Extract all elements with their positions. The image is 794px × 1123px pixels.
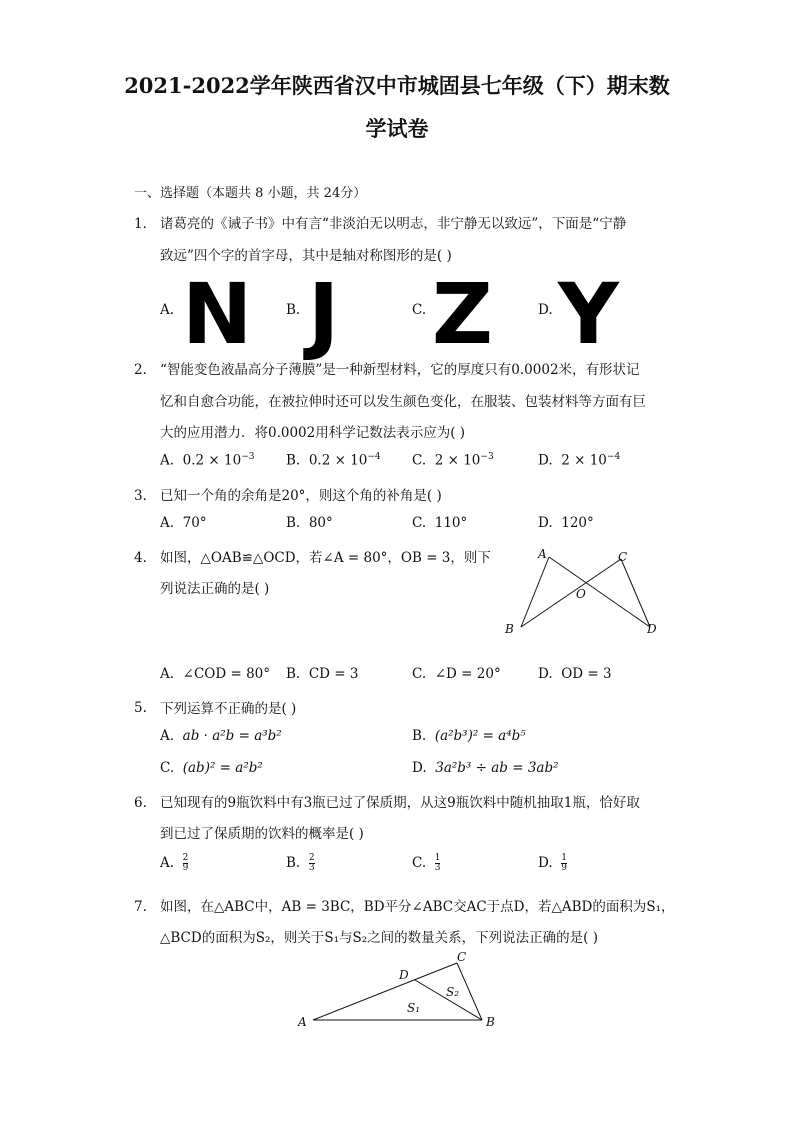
q3-option-a (160, 515, 207, 531)
q1-option-c-label: C. (412, 302, 427, 318)
q2-option-b (286, 452, 381, 469)
q1-number: 1. (134, 216, 147, 232)
q5-line1: 下列运算不正确的是( ) (160, 701, 297, 717)
q1-option-b-label: B. (286, 302, 301, 318)
q1-option-c-letter: Z (432, 265, 493, 363)
q2-option-c-label: C. (412, 452, 427, 469)
q3-option-a-text: 70° (182, 515, 207, 531)
q4-segment-ab (521, 557, 549, 627)
q6-option-d-fraction (561, 854, 567, 873)
q1-option-a-label: A. (160, 302, 175, 318)
q3-option-c-label: C. (412, 515, 427, 531)
q4-line1: 如图，△OAB≌△OCD，若∠A = 80°，OB = 3，则下 (160, 550, 491, 566)
q6-option-a-fraction (183, 854, 189, 873)
q3-option-d-label: D. (538, 515, 553, 531)
q5-option-b (412, 728, 526, 744)
q6-line1: 已知现有的9瓶饮料中有3瓶已过了保质期，从这9瓶饮料中随机抽取1瓶，恰好取 (160, 795, 640, 811)
q6-option-d-numerator: 1 (561, 853, 567, 863)
q7-segment-cb (457, 963, 482, 1020)
q4-option-d-text: OD = 3 (561, 666, 612, 682)
q2-number: 2. (134, 362, 147, 378)
q6-option-b-label: B. (286, 855, 301, 871)
q5-option-a-label: A. (160, 728, 175, 744)
q1-line1: 诸葛亮的《诫子书》中有言“非淡泊无以明志，非宁静无以致远”，下面是“宁静 (160, 216, 627, 232)
q6-number: 6. (134, 795, 147, 811)
q1-option-a-letter: N (182, 265, 253, 363)
q2-option-a-exp: −3 (241, 452, 255, 462)
q5-option-c-text: (ab)² = a²b² (182, 760, 263, 776)
q6-option-c-fraction (435, 854, 441, 873)
q4-figure (500, 545, 670, 640)
q3-option-b (286, 515, 333, 531)
q2-option-d-exp: −4 (606, 452, 621, 462)
q4-point-o-label: O (576, 587, 586, 601)
q2-option-d-label: D. (538, 452, 553, 469)
q7-number: 7. (134, 899, 147, 915)
q5-option-d-text: 3a²b³ ÷ ab = 3ab² (435, 760, 559, 776)
q2-option-c-exp: −3 (480, 452, 494, 462)
q4-option-c-text: ∠D = 20° (434, 666, 501, 682)
q4-option-c-label: C. (412, 666, 427, 682)
q4-point-b-label: B (505, 622, 514, 636)
q4-point-c-label: C (618, 550, 628, 564)
q2-option-d (538, 452, 620, 469)
q4-option-a (160, 666, 270, 682)
page-title-line1: 2021-2022学年陕西省汉中市城固县七年级（下）期末数 (124, 73, 670, 98)
q2-option-b-base: 0.2 × 10 (308, 452, 368, 469)
q7-figure (290, 948, 510, 1033)
q1-option-d-label: D. (538, 302, 553, 318)
q1-line2: 致远”四个字的首字母，其中是轴对称图形的是( ) (160, 248, 452, 264)
q7-line2: △BCD的面积为S₂，则关于S₁与S₂之间的数量关系，下列说法正确的是( ) (160, 930, 599, 946)
section-heading: 一、选择题（本题共 8 小题，共 24分） (134, 186, 367, 201)
q4-point-a-label: A (538, 547, 547, 561)
q2-line2: 忆和自愈合功能，在被拉伸时还可以发生颜色变化，在服装、包装材料等方面有巨 (160, 394, 646, 410)
q6-option-c-label: C. (412, 855, 427, 871)
q4-option-b-text: CD = 3 (308, 666, 359, 682)
q6-option-b-denominator: 3 (308, 863, 315, 873)
q6-option-d-denominator: 9 (561, 863, 567, 873)
q6-option-a-denominator: 9 (182, 863, 189, 873)
q5-option-d-label: D. (412, 760, 427, 776)
q3-option-c (412, 515, 467, 531)
q2-line3: 大的应用潜力．将0.0002用科学记数法表示应为( ) (160, 425, 466, 441)
q4-point-d-label: D (647, 622, 657, 636)
page-title-line2: 学试卷 (365, 116, 429, 141)
q6-option-a-label: A. (160, 855, 175, 871)
q3-option-b-text: 80° (308, 515, 333, 531)
q5-option-c-label: C. (160, 760, 175, 776)
q2-option-a-label: A. (160, 452, 175, 469)
q1-option-b-letter: J (308, 265, 340, 363)
q6-option-b-fraction (309, 854, 315, 873)
q7-area-s2-label: S₂ (446, 985, 460, 999)
q6-option-b (286, 854, 315, 873)
q4-segment-cb (521, 559, 621, 627)
q3-option-d-text: 120° (561, 515, 594, 531)
q4-option-d-label: D. (538, 666, 553, 682)
q7-line1: 如图，在△ABC中，AB = 3BC，BD平分∠ABC交AC于点D，若△ABD的面积为S₁， (160, 899, 675, 915)
q2-option-a-base: 0.2 × 10 (182, 452, 242, 469)
q2-option-a (160, 452, 254, 469)
q7-segment-ac (313, 963, 460, 1020)
q4-option-b-label: B. (286, 666, 301, 682)
q3-number: 3. (134, 488, 147, 504)
q2-option-b-label: B. (286, 452, 301, 469)
q7-area-s1-label: S₁ (407, 1001, 421, 1015)
q3-line1: 已知一个角的余角是20°，则这个角的补角是( ) (160, 488, 442, 504)
q6-option-c-numerator: 1 (434, 853, 441, 863)
q5-option-a-text: ab · a²b = a³b² (182, 728, 282, 744)
q4-option-d (538, 666, 612, 682)
q4-option-c (412, 666, 501, 682)
q6-option-c-denominator: 3 (434, 863, 441, 873)
q6-line2: 到已过了保质期的饮料的概率是( ) (160, 826, 364, 842)
q1-option-d-letter: Y (558, 265, 619, 363)
q2-option-c (412, 452, 494, 469)
q3-option-a-label: A. (160, 515, 175, 531)
q4-option-a-label: A. (160, 666, 175, 682)
q2-option-d-base: 2 × 10 (561, 452, 607, 469)
q5-option-b-label: B. (412, 728, 427, 744)
q7-point-b-label: B (486, 1015, 495, 1029)
q6-option-c (412, 854, 440, 873)
q5-option-b-text: (a²b³)² = a⁴b⁵ (434, 728, 526, 744)
q2-option-c-base: 2 × 10 (434, 452, 481, 469)
q7-point-a-label: A (298, 1015, 307, 1029)
q3-option-d (538, 515, 594, 531)
q5-option-a (160, 728, 282, 744)
q4-option-b (286, 666, 358, 682)
q6-option-d (538, 854, 567, 873)
q6-option-a (160, 854, 188, 873)
q4-option-a-text: ∠COD = 80° (182, 666, 270, 682)
q3-option-b-label: B. (286, 515, 301, 531)
q7-point-d-label: D (399, 968, 409, 982)
q4-number: 4. (134, 550, 147, 566)
q6-option-b-numerator: 2 (308, 853, 315, 863)
q4-line2: 列说法正确的是( ) (160, 581, 270, 597)
q3-option-c-text: 110° (434, 515, 468, 531)
q2-line1: “智能变色液晶高分子薄膜”是一种新型材料，它的厚度只有0.0002米，有形状记 (160, 362, 640, 378)
q6-option-a-numerator: 2 (182, 853, 189, 863)
q6-option-d-label: D. (538, 855, 553, 871)
q5-number: 5. (134, 700, 147, 716)
q5-option-d (412, 760, 559, 776)
q2-option-b-exp: −4 (367, 452, 381, 462)
q7-point-c-label: C (457, 950, 467, 964)
q5-option-c (160, 760, 263, 776)
